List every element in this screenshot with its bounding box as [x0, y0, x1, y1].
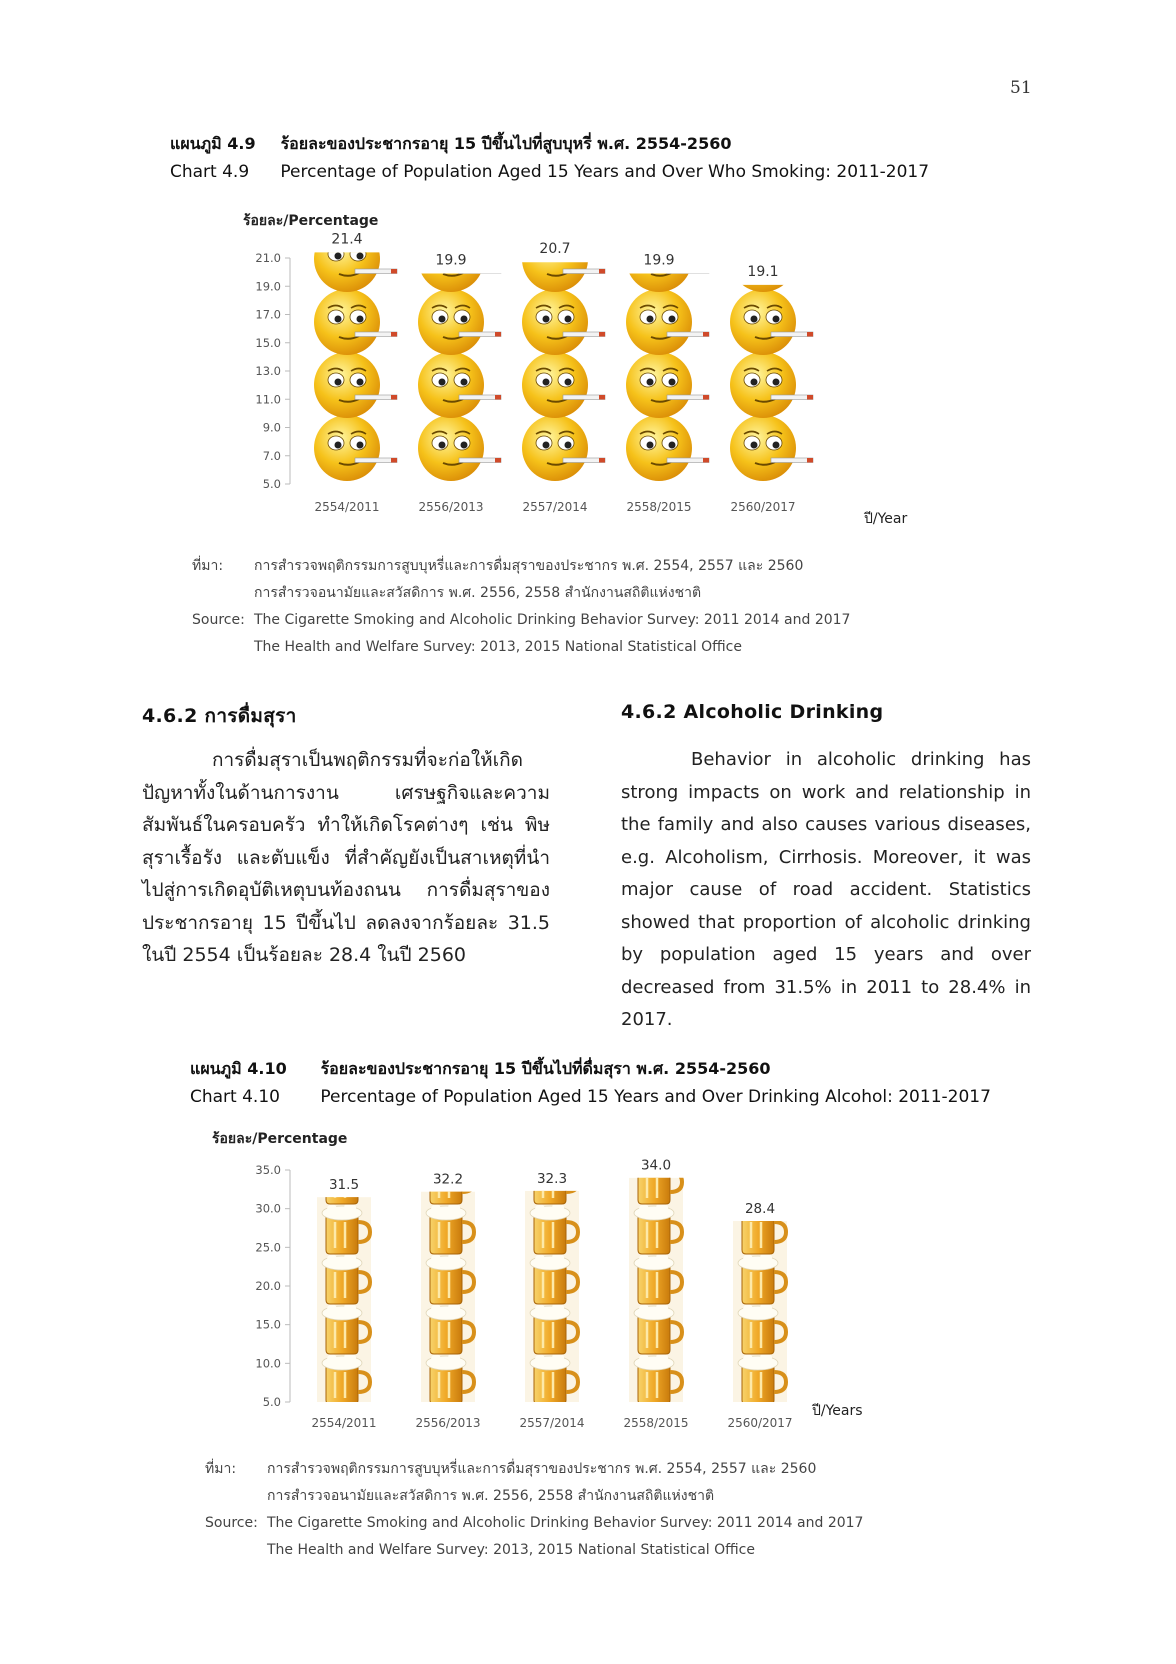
chart1-source-en-label: Source: — [192, 612, 245, 628]
chart2-source-th-line1: การสำรวจพฤติกรรมการสูบบุหรี่และการดื่มสุราของประชากร พ.ศ. 2554, 2557 และ 2560 — [267, 1461, 817, 1477]
smoking-face-icon — [626, 289, 709, 355]
chart1-x-tick-label: 2560/2017 — [730, 500, 796, 514]
section-paragraph-en — [621, 744, 1031, 1037]
chart1-source-th-line1: การสำรวจพฤติกรรมการสูบบุหรี่และการดื่มสุราของประชากร พ.ศ. 2554, 2557 และ 2560 — [254, 558, 804, 574]
smoking-face-icon — [314, 352, 397, 418]
chart1-x-tick-label: 2558/2015 — [626, 500, 692, 514]
chart1-y-tick-label: 17.0 — [255, 307, 281, 322]
smoking-face-icon — [626, 415, 709, 481]
chart1-source — [192, 553, 850, 661]
smoking-face-icon — [522, 289, 605, 355]
page-number: 51 — [1010, 78, 1032, 98]
chart1-caption-th — [170, 132, 731, 157]
section-heading-en: 4.6.2 Alcoholic Drinking — [621, 701, 884, 723]
chart2-caption-th-title: ร้อยละของประชากรอายุ 15 ปีขึ้นไปที่ดื่มสุรา พ.ศ. 2554-2560 — [320, 1059, 771, 1078]
chart2-y-tick-label: 5.0 — [262, 1395, 281, 1409]
chart1-y-tick-label: 21.0 — [255, 251, 281, 265]
smoking-face-icon — [730, 415, 813, 481]
chart1-x-axis-unit: ปี/Year — [864, 511, 908, 527]
smoking-face-icon — [626, 352, 709, 418]
chart2-caption-en-label: Chart 4.10 — [190, 1087, 280, 1107]
chart2-y-tick-label: 35.0 — [255, 1163, 281, 1177]
chart2-caption-en-title: Percentage of Population Aged 15 Years and Over Drinking Alcohol: 2011-2017 — [320, 1087, 991, 1107]
section-paragraph-th — [142, 744, 550, 972]
chart2-source — [205, 1456, 863, 1564]
chart2-caption-en — [190, 1087, 991, 1107]
chart2-bar — [525, 1152, 579, 1404]
chart1-data-label: 19.1 — [747, 263, 779, 280]
chart1-caption-th-title: ร้อยละของประชากรอายุ 15 ปีขึ้นไปที่สูบบุหรี่ พ.ศ. 2554-2560 — [280, 134, 732, 153]
smoking-face-icon — [522, 226, 605, 292]
chart1-x-tick-label: 2556/2013 — [418, 500, 484, 514]
chart1-y-tick-label: 11.0 — [255, 392, 281, 407]
chart1-x-tick-label: 2557/2014 — [522, 500, 588, 514]
chart1-source-en-line2: The Health and Welfare Survey: 2013, 2015 National Statistical Office — [254, 639, 742, 655]
chart1-y-tick-label: 15.0 — [255, 335, 281, 350]
chart1-y-tick-label: 9.0 — [262, 420, 281, 435]
chart1-y-tick-label: 7.0 — [262, 448, 281, 463]
chart2-x-tick-label: 2554/2011 — [311, 1416, 377, 1430]
chart2-x-tick-label: 2558/2015 — [623, 1416, 689, 1430]
chart1-y-tick-label: 5.0 — [262, 477, 281, 491]
chart2-data-label: 32.2 — [432, 1171, 464, 1188]
smoking-face-icon — [730, 352, 813, 418]
chart1-source-th-line2: การสำรวจอนามัยและสวัสดิการ พ.ศ. 2556, 2558 สำนักงานสถิติแห่งชาติ — [254, 585, 702, 601]
chart2-x-tick-label: 2556/2013 — [415, 1416, 481, 1430]
chart2-source-en-line2: The Health and Welfare Survey: 2013, 2015 National Statistical Office — [267, 1542, 755, 1558]
chart1-caption-th-label: แผนภูมิ 4.9 — [170, 134, 256, 153]
chart1-y-tick-label: 19.0 — [255, 279, 281, 294]
chart2-data-label: 28.4 — [744, 1201, 776, 1218]
chart1-caption-en-title: Percentage of Population Aged 15 Years and Over Who Smoking: 2011-2017 — [280, 162, 930, 182]
chart1-bar — [314, 226, 397, 481]
chart2-x-tick-label: 2557/2014 — [519, 1416, 585, 1430]
chart1-data-label: 20.7 — [539, 241, 571, 258]
chart2-data-label: 32.3 — [536, 1170, 568, 1187]
smoking-face-icon — [418, 352, 501, 418]
chart2-drinking-pictograph — [240, 1158, 820, 1438]
section-heading-th: 4.6.2 การดื่มสุรา — [142, 705, 297, 727]
section-paragraph-th-text: การดื่มสุราเป็นพฤติกรรมที่จะก่อให้เกิดปัญหาทั้งในด้านการงาน เศรษฐกิจและความสัมพันธ์ในครอบครัว ทำให้เกิดโรคต่างๆ เช่น พิษสุราเรื้อรัง และตับแข็ง ที่สำคัญยังเป็นสาเหตุที่นำไปสู่การเกิดอุบัติเหตุบนท้องถนน การดื่มสุราของประชากรอายุ 15 ปีขึ้นไป ลดลงจากร้อยละ 31.5 ในปี 2554 เป็นร้อยละ 28.4 ในปี 2560 — [142, 749, 550, 966]
chart2-source-en-label: Source: — [205, 1515, 258, 1531]
chart2-source-th-label: ที่มา: — [205, 1461, 237, 1477]
smoking-face-icon — [730, 226, 813, 292]
chart2-x-tick-label: 2560/2017 — [727, 1416, 793, 1430]
chart1-caption-en — [170, 162, 929, 182]
chart2-source-th-line2: การสำรวจอนามัยและสวัสดิการ พ.ศ. 2556, 2558 สำนักงานสถิติแห่งชาติ — [267, 1488, 715, 1504]
smoking-face-icon — [730, 289, 813, 355]
chart1-y-axis-label: ร้อยละ/Percentage — [243, 213, 379, 229]
smoking-face-icon — [522, 352, 605, 418]
chart2-bar — [421, 1152, 475, 1404]
chart2-x-axis-unit: ปี/Years — [812, 1403, 863, 1419]
smoking-face-icon — [314, 289, 397, 355]
smoking-face-icon — [418, 415, 501, 481]
chart1-source-en-line1: The Cigarette Smoking and Alcoholic Drinking Behavior Survey: 2011 2014 and 2017 — [254, 612, 851, 628]
chart1-data-label: 19.9 — [643, 252, 675, 269]
chart2-source-en-line1: The Cigarette Smoking and Alcoholic Drinking Behavior Survey: 2011 2014 and 2017 — [267, 1515, 864, 1531]
chart2-caption-th-label: แผนภูมิ 4.10 — [190, 1059, 287, 1078]
chart2-data-label: 34.0 — [640, 1157, 672, 1174]
chart2-y-tick-label: 25.0 — [255, 1240, 281, 1255]
chart1-y-tick-label: 13.0 — [255, 364, 281, 378]
smoking-face-icon — [314, 415, 397, 481]
smoking-face-icon — [522, 415, 605, 481]
smoking-face-icon — [418, 289, 501, 355]
chart1-data-label: 21.4 — [331, 231, 363, 248]
beer-mug-icon — [738, 1152, 786, 1204]
chart2-caption-th — [190, 1057, 771, 1082]
chart2-y-tick-label: 30.0 — [255, 1201, 281, 1216]
section-paragraph-en-text: Behavior in alcoholic drinking has strong impacts on work and relationship in the family and also causes various diseases, e.g. Alcoholism, Cirrhosis. Moreover, it was major cause of road accident. Statistics showed that proportion of alcoholic drinking by population aged 15 years and over decreased from 31.5% in 2011 to 28.4% in 2017. — [621, 749, 1031, 1030]
chart2-y-tick-label: 10.0 — [255, 1356, 281, 1371]
chart1-caption-en-label: Chart 4.9 — [170, 162, 250, 182]
chart1-source-th-label: ที่มา: — [192, 558, 224, 574]
chart2-y-axis-label: ร้อยละ/Percentage — [212, 1131, 348, 1147]
chart1-data-label: 19.9 — [435, 252, 467, 269]
chart2-y-tick-label: 15.0 — [255, 1317, 281, 1332]
chart2-data-label: 31.5 — [328, 1177, 360, 1194]
chart2-bar — [733, 1152, 787, 1404]
chart1-x-tick-label: 2554/2011 — [314, 500, 380, 514]
chart2-bar — [629, 1152, 683, 1404]
chart1-smoking-pictograph — [250, 231, 880, 545]
chart1-bar — [522, 226, 605, 481]
chart2-y-tick-label: 20.0 — [255, 1279, 281, 1293]
